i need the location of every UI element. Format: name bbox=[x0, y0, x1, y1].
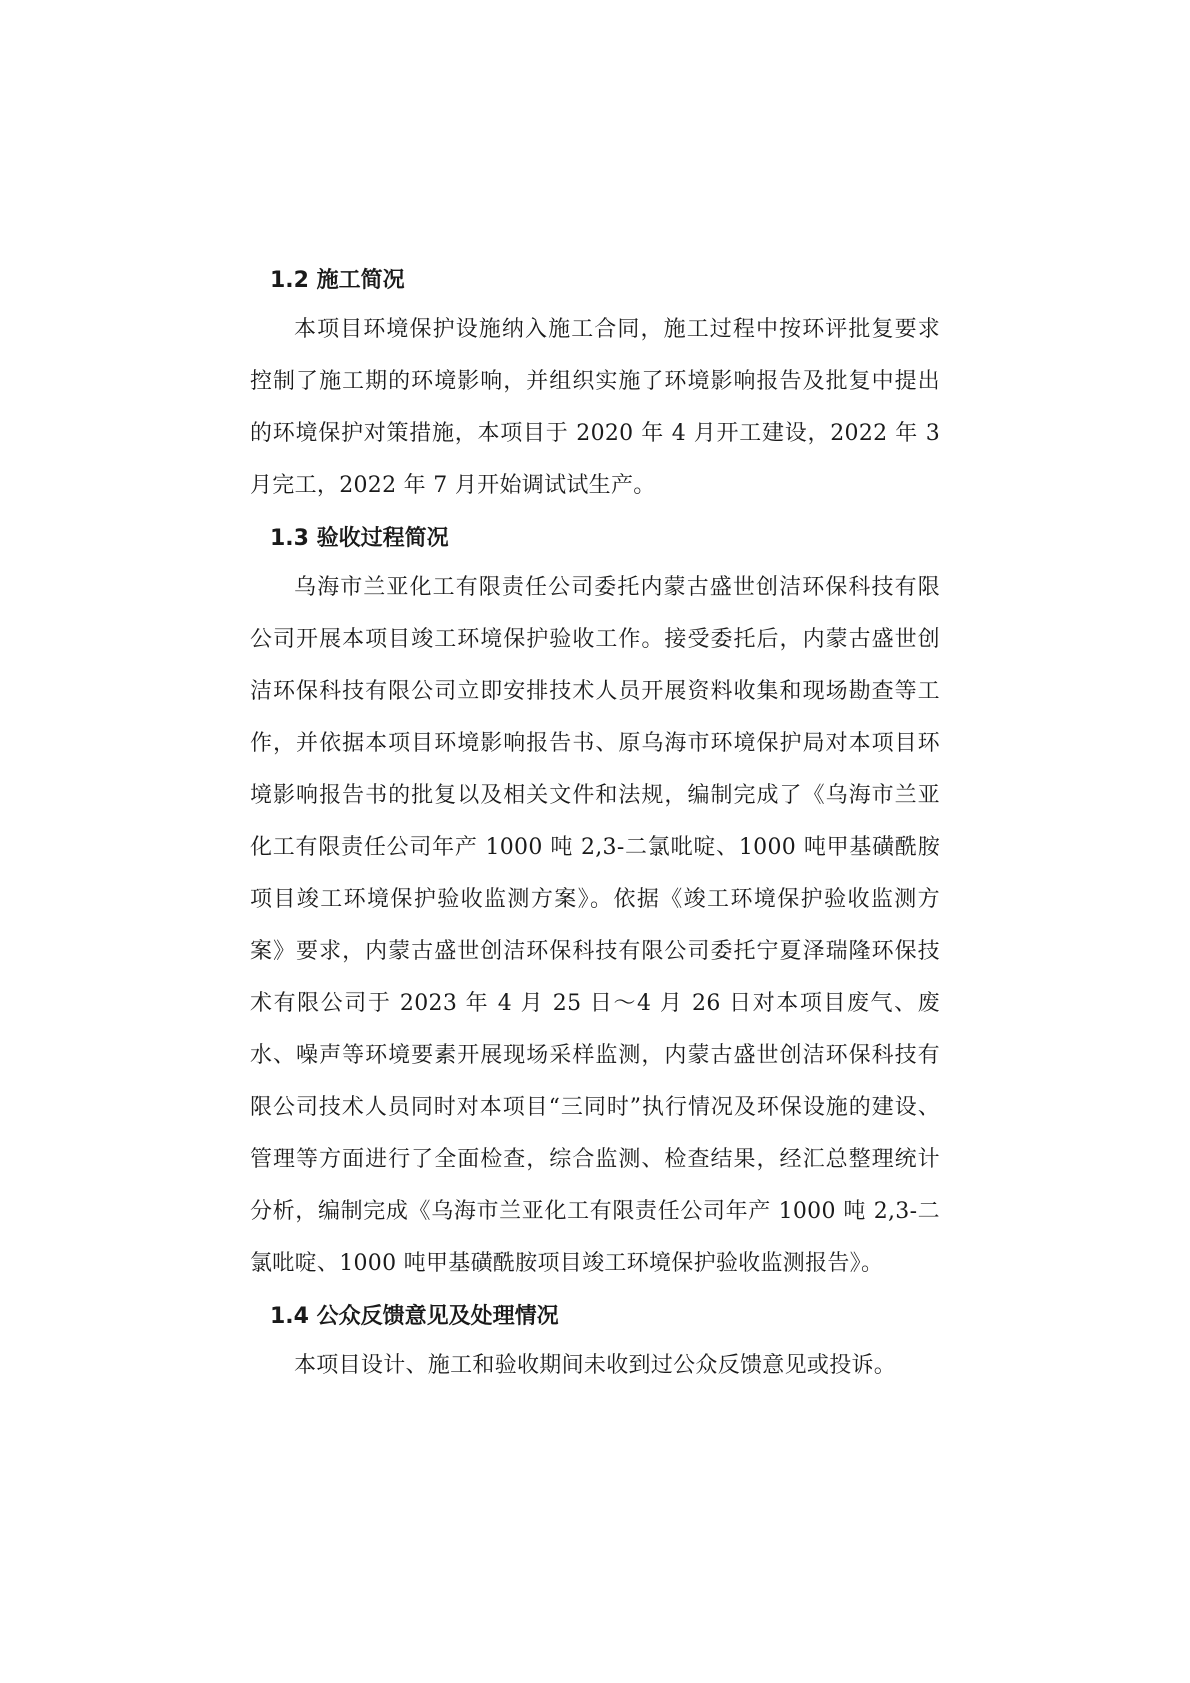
document-body bbox=[250, 258, 940, 1396]
section-acceptance-process bbox=[250, 516, 940, 1290]
section-paragraph: 乌海市兰亚化工有限责任公司委托内蒙古盛世创洁环保科技有限公司开展本项目竣工环境保护验收工作。接受委托后，内蒙古盛世创洁环保科技有限公司立即安排技术人员开展资料收集和现场勘查等工作，并依据本项目环境影响报告书、原乌海市环境保护局对本项目环境影响报告书的批复以及相关文件和法规，编制完成了《乌海市兰亚化工有限责任公司年产 1000 吨 2,3-二氯吡啶、1000 吨甲基磺酰胺项目竣工环境保护验收监测方案》。依据《竣工环境保护验收监测方案》要求，内蒙古盛世创洁环保科技有限公司委托宁夏泽瑞隆环保技术有限公司于 2023 年 4 月 25 日～4 月 26 日对本项目废气、废水、噪声等环境要素开展现场采样监测，内蒙古盛世创洁环保科技有限公司技术人员同时对本项目“三同时”执行情况及环保设施的建设、管理等方面进行了全面检查，综合监测、检查结果，经汇总整理统计分析，编制完成《乌海市兰亚化工有限责任公司年产 1000 吨 2,3-二氯吡啶、1000 吨甲基磺酰胺项目竣工环境保护验收监测报告》。 bbox=[250, 575, 940, 1276]
section-heading: 1.4 公众反馈意见及处理情况 bbox=[270, 1304, 559, 1329]
section-heading: 1.2 施工简况 bbox=[270, 268, 405, 293]
section-public-feedback bbox=[250, 1294, 940, 1392]
section-heading: 1.3 验收过程简况 bbox=[270, 526, 449, 551]
section-paragraph: 本项目设计、施工和验收期间未收到过公众反馈意见或投诉。 bbox=[294, 1353, 897, 1378]
section-paragraph: 本项目环境保护设施纳入施工合同，施工过程中按环评批复要求控制了施工期的环境影响，并组织实施了环境影响报告及批复中提出的环境保护对策措施，本项目于 2020 年 4 月开工建设，2022 年 3 月完工，2022 年 7 月开始调试试生产。 bbox=[250, 317, 940, 498]
section-construction bbox=[250, 258, 940, 512]
